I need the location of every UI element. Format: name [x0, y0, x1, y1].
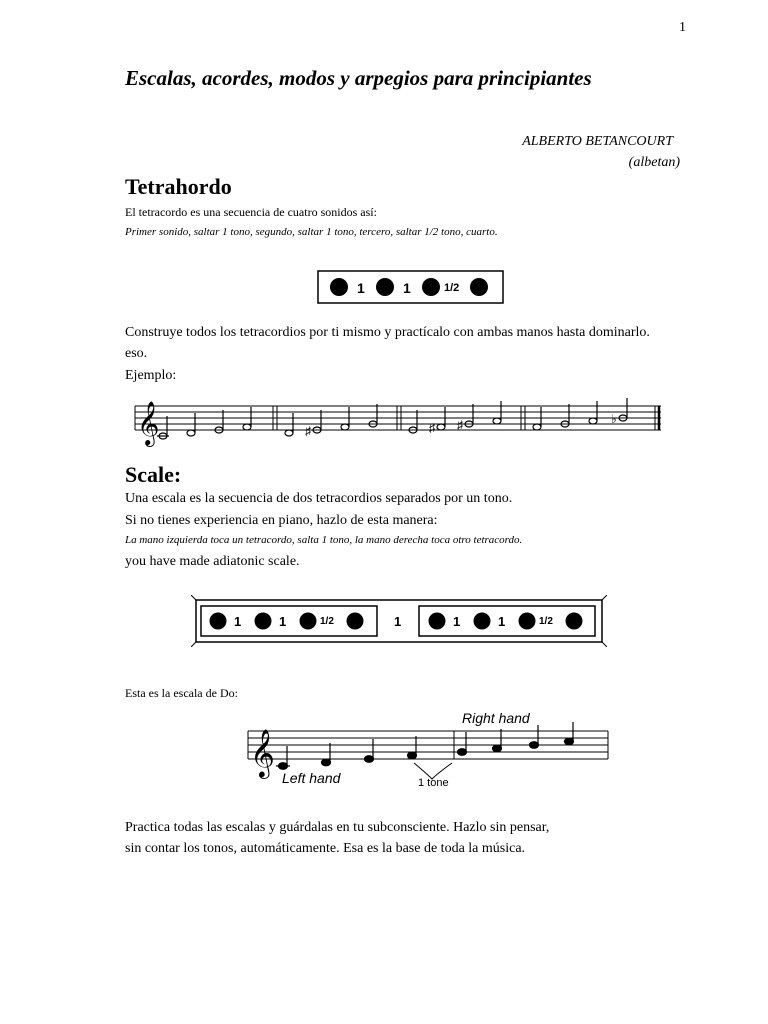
example-staff	[133, 392, 677, 450]
scale-diagram	[191, 595, 607, 647]
treble-clef-icon: 𝄞	[250, 729, 275, 776]
svg-text:1: 1	[234, 614, 242, 629]
tetrachord-steps: Primer sonido, saltar 1 tono, segundo, saltar 1 tono, tercero, saltar 1/2 tono, cuarto.	[125, 226, 498, 238]
practice-instruction-cont: eso.	[125, 346, 148, 361]
svg-text:♯: ♯	[429, 421, 435, 435]
author-name: ALBERTO BETANCOURT	[522, 134, 673, 149]
closing-line-2: sin contar los tonos, automáticamente. Esa es la base de toda la música.	[125, 841, 526, 856]
scale-instruction: Si no tienes experiencia en piano, hazlo de esta manera:	[125, 513, 438, 528]
left-hand-label: Left hand	[282, 770, 341, 786]
right-hand-label: Right hand	[462, 710, 530, 726]
note-dot	[376, 278, 394, 296]
svg-text:1: 1	[279, 614, 287, 629]
page-number: 1	[679, 20, 686, 35]
note-dot	[470, 278, 488, 296]
scale-conclusion: you have made adiatonic scale.	[125, 554, 300, 569]
svg-text:♯: ♯	[457, 418, 463, 432]
example-label: Ejemplo:	[125, 368, 177, 383]
note-dot	[330, 278, 348, 296]
svg-text:1/2: 1/2	[539, 616, 553, 627]
step-label: 1/2	[444, 282, 460, 294]
closing-line-1: Practica todas las escalas y guárdalas en tu subconsciente. Hazlo sin pensar,	[125, 820, 550, 835]
tetrachord-diagram	[317, 270, 504, 304]
c-scale-staff	[246, 703, 610, 798]
section-heading-tetrahordo: Tetrahordo	[125, 174, 232, 199]
c-scale-label: Esta es la escala de Do:	[125, 686, 238, 700]
note-dot	[422, 278, 440, 296]
section-heading-scale: Scale:	[125, 462, 182, 487]
author-alias: (albetan)	[628, 155, 680, 170]
separator-tone-label: 1	[394, 614, 402, 629]
tetrachord-definition: El tetracordo es una secuencia de cuatro sonidos así:	[125, 205, 377, 219]
step-label: 1	[403, 280, 411, 296]
svg-text:1: 1	[453, 614, 461, 629]
one-tone-label: 1 tone	[418, 777, 449, 789]
scale-definition: Una escala es la secuencia de dos tetracordios separados por un tono.	[125, 491, 513, 506]
svg-text:♭: ♭	[611, 412, 617, 426]
treble-clef-icon: 𝄞	[137, 403, 160, 445]
scale-hands-explanation: La mano izquierda toca un tetracordo, salta 1 tono, la mano derecha toca otro tetracordo.	[125, 534, 523, 546]
svg-text:1/2: 1/2	[320, 616, 334, 627]
document-title: Escalas, acordes, modos y arpegios para principiantes	[125, 66, 592, 90]
practice-instruction: Construye todos los tetracordios por ti mismo y practícalo con ambas manos hasta dominarlo.	[125, 325, 650, 340]
step-label: 1	[357, 280, 365, 296]
svg-text:1: 1	[498, 614, 506, 629]
svg-text:♯: ♯	[305, 424, 311, 438]
